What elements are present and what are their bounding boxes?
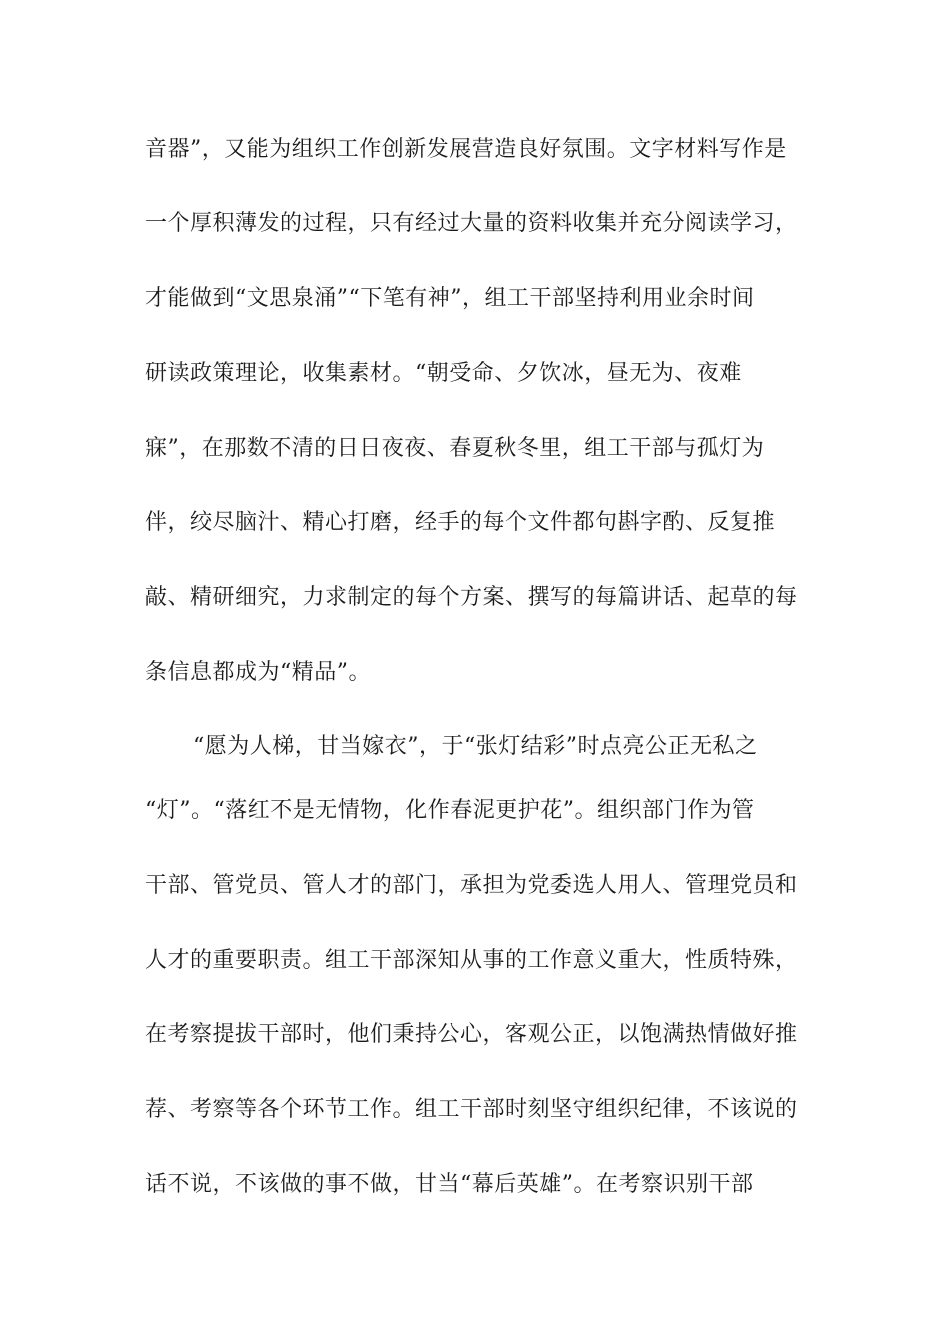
text-line: 干部、管党员、管人才的部门，承担为党委选人用人、管理党员和	[145, 873, 798, 898]
text-line: “灯”。“落红不是无情物，化作春泥更护花”。组织部门作为管	[145, 798, 755, 823]
text-line: 寐”，在那数不清的日日夜夜、春夏秋冬里，组工干部与孤灯为	[145, 436, 765, 461]
paragraph-first-line: “愿为人梯，甘当嫁衣”，于“张灯结彩”时点亮公正无私之	[193, 734, 758, 759]
text-line: 条信息都成为“精品”。	[145, 660, 371, 685]
text-line: 音器”，又能为组织工作创新发展营造良好氛围。文字材料写作是	[145, 137, 787, 162]
text-line: 一个厚积薄发的过程，只有经过大量的资料收集并充分阅读学习，	[145, 211, 798, 236]
text-line: 才能做到“文思泉涌”“下笔有神”，组工干部坚持利用业余时间	[145, 286, 755, 311]
text-line: 在考察提拔干部时，他们秉持公心，客观公正，以饱满热情做好推	[145, 1022, 798, 1047]
text-line: 伴，绞尽脑汁、精心打磨，经手的每个文件都句斟字酌、反复推	[145, 510, 776, 535]
text-line: 话不说，不该做的事不做，甘当“幕后英雄”。在考察识别干部	[145, 1172, 754, 1197]
text-line: 敲、精研细究，力求制定的每个方案、撰写的每篇讲话、起草的每	[145, 585, 798, 610]
text-line: 人才的重要职责。组工干部深知从事的工作意义重大，性质特殊，	[145, 948, 798, 973]
text-line: 荐、考察等各个环节工作。组工干部时刻坚守组织纪律，不该说的	[145, 1097, 798, 1122]
text-line: 研读政策理论，收集素材。“朝受命、夕饮冰，昼无为、夜难	[145, 361, 742, 386]
